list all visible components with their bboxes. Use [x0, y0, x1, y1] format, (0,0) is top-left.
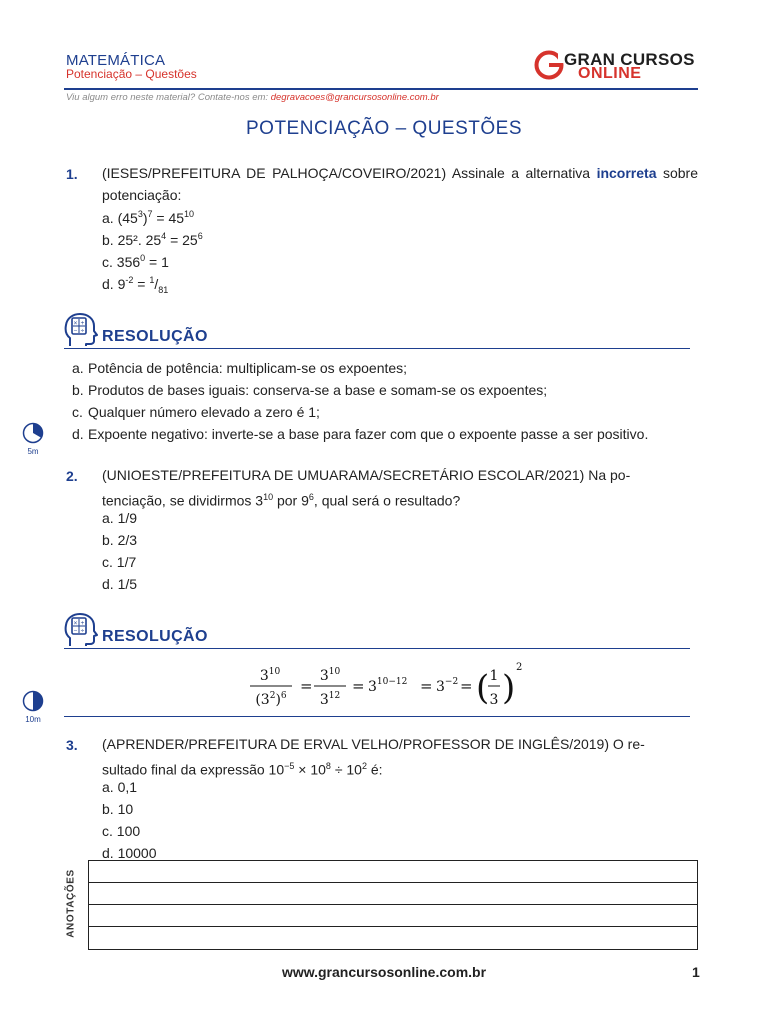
timer-10m: [22, 690, 44, 730]
formula-equals: =: [300, 677, 313, 695]
q2-option-a: [102, 510, 137, 526]
formula-frac-numerator: 1: [489, 668, 499, 684]
fraction-denominator: 81: [158, 285, 169, 295]
formula-equals: =: [460, 677, 473, 695]
svg-text:−: −: [73, 628, 78, 634]
exponent: 2: [361, 761, 367, 771]
timer-icon: [22, 422, 44, 444]
header-divider: [64, 88, 698, 90]
line-text: Expoente negativo: inverte-se a base para fazer com que o expoente passe a ser positivo.: [88, 426, 649, 442]
line-letter: b.: [72, 382, 84, 398]
line-text: Potência de potência: multiplicam-se os expoentes;: [88, 360, 408, 376]
q1-option-a: [102, 209, 194, 226]
q2-option-b: [102, 532, 137, 548]
q3-text: × 10: [294, 761, 326, 778]
svg-text:+: +: [80, 620, 85, 627]
resolution-head-icon: [64, 312, 98, 348]
option-text: 1/9: [117, 510, 138, 526]
question-1-text: [102, 162, 698, 206]
formula-frac-denominator: 3: [489, 692, 499, 708]
option-text: . 25: [137, 232, 162, 248]
option-label: a.: [102, 210, 114, 226]
notes-line: [89, 926, 697, 927]
q1-text-before: (IESES/PREFEITURA DE PALHOÇA/COVEIRO/2021) Assinale a alternativa: [102, 165, 597, 181]
question-1-number: 1.: [66, 166, 78, 182]
header-subject: MATEMÁTICA: [66, 52, 166, 69]
q3-option-c: [102, 823, 140, 839]
q1-option-c: [102, 253, 169, 270]
exponent: 8: [325, 761, 331, 771]
q3-option-d: [102, 845, 157, 861]
exponent: 6: [197, 231, 203, 241]
option-label: a.: [102, 779, 114, 795]
resolution-2-bottom-divider: [64, 716, 690, 717]
contact-prefix: Viu algum erro neste material? Contate-nos em:: [66, 92, 271, 103]
option-text: (45: [117, 210, 138, 226]
option-text: 25²: [117, 232, 138, 248]
svg-text:×: ×: [73, 320, 78, 327]
exponent: 4: [161, 231, 167, 241]
option-label: d.: [102, 845, 114, 861]
option-text: 1/5: [117, 576, 138, 592]
q3-text: sultado final da expressão 10: [102, 761, 285, 778]
logo-text-bottom: ONLINE: [578, 65, 642, 82]
option-label: c.: [102, 254, 113, 270]
exponent: 10: [184, 209, 195, 219]
resolution-head-icon: [64, 612, 98, 648]
fraction-numerator: 1: [149, 275, 155, 285]
exponent: 6: [308, 492, 314, 502]
option-text: =: [133, 276, 150, 292]
formula-term-3: $3^{10-12}$: [368, 677, 408, 695]
formula-f2-denominator: $3^{12}$: [319, 691, 341, 708]
q1-option-d: [102, 275, 168, 295]
question-3-text: [102, 733, 698, 781]
q3-text-line-1: (APRENDER/PREFEITURA DE ERVAL VELHO/PROFESSOR DE INGLÊS/2019) O re-: [102, 736, 645, 752]
option-label: c.: [102, 554, 113, 570]
question-2-number: 2.: [66, 468, 78, 484]
option-label: a.: [102, 510, 114, 526]
option-text: ): [142, 210, 148, 226]
option-label: d.: [102, 276, 114, 292]
option-text: 2/3: [117, 532, 138, 548]
formula-equals: =: [352, 677, 365, 695]
resolution-1-line-c: [72, 404, 320, 420]
question-2-text: [102, 464, 698, 512]
exponent: 7: [147, 209, 153, 219]
exponent: 0: [140, 253, 146, 263]
option-label: b.: [102, 532, 114, 548]
notes-label: [62, 870, 80, 942]
q2-text-line-2: [102, 486, 698, 512]
option-text: = 45: [152, 210, 185, 226]
formula-left-paren: (: [476, 668, 490, 708]
line-letter: d.: [72, 426, 84, 442]
option-text: 0,1: [117, 779, 138, 795]
svg-text:÷: ÷: [80, 328, 85, 334]
line-text: Qualquer número elevado a zero é 1;: [88, 404, 320, 420]
option-text: = 1: [145, 254, 169, 270]
option-text: 1/7: [116, 554, 137, 570]
resolution-1-title: RESOLUÇÃO: [102, 328, 208, 345]
timer-label: 10m: [25, 715, 41, 724]
svg-text:×: ×: [73, 620, 78, 627]
q3-option-b: [102, 801, 133, 817]
option-text: 10000: [117, 845, 157, 861]
logo-text-top: GRAN CURSOS: [564, 50, 695, 69]
notes-box[interactable]: [88, 860, 698, 950]
formula-paren-exponent: 2: [516, 662, 523, 673]
fraction-slash: /: [154, 276, 159, 292]
q2-option-c: [102, 554, 136, 570]
option-text: 356: [116, 254, 141, 270]
notes-label-text: ANOTAÇÕES: [65, 869, 77, 938]
option-label: c.: [102, 823, 113, 839]
formula-equals: =: [420, 677, 433, 695]
q2-text: por 9: [273, 492, 309, 509]
header-contact: [66, 92, 439, 103]
page-title: POTENCIAÇÃO – QUESTÕES: [246, 118, 522, 139]
line-letter: a.: [72, 360, 84, 376]
formula-term-4: $3^{-2}$: [436, 677, 459, 695]
notes-line: [89, 882, 697, 883]
resolution-2-title: RESOLUÇÃO: [102, 628, 208, 645]
exponent: -2: [125, 275, 134, 285]
q2-text: tenciação, se dividirmos 3: [102, 492, 264, 509]
svg-text:−: −: [73, 328, 78, 334]
option-label: b.: [102, 801, 114, 817]
exponent: 3: [137, 209, 143, 219]
header-topic: Potenciação – Questões: [66, 67, 197, 81]
exponent: 10: [263, 492, 274, 502]
timer-5m: [22, 422, 44, 462]
q2-text-line-1: (UNIOESTE/PREFEITURA DE UMUARAMA/SECRETÁRIO ESCOLAR/2021) Na po-: [102, 467, 631, 483]
line-letter: c.: [72, 404, 83, 420]
q2-text: , qual será o resultado?: [313, 492, 461, 509]
resolution-2-formula: [248, 658, 528, 718]
contact-email-link[interactable]: degravacoes@grancursosonline.com.br: [270, 92, 439, 103]
q1-text-bold: incorreta: [596, 165, 657, 181]
option-text: 9: [117, 276, 126, 292]
footer-url-link[interactable]: www.grancursosonline.com.br: [281, 964, 487, 980]
resolution-1-line-d: [72, 426, 648, 442]
question-3-number: 3.: [66, 737, 78, 753]
line-text: Produtos de bases iguais: conserva-se a base e somam-se os expoentes;: [88, 382, 548, 398]
q3-text: ÷ 10: [330, 761, 362, 778]
timer-icon: [22, 690, 44, 712]
page-number: 1: [692, 964, 700, 980]
formula-f2-numerator: $3^{10}$: [319, 667, 341, 684]
resolution-2-divider: [64, 648, 690, 649]
q1-text-after: sobre potenciação:: [102, 165, 698, 203]
option-label: b.: [102, 232, 114, 248]
resolution-1-divider: [64, 348, 690, 349]
formula-right-paren: ): [502, 668, 516, 708]
logo-g-icon: [534, 50, 564, 80]
option-label: d.: [102, 576, 114, 592]
exponent: −5: [284, 761, 295, 771]
brand-logo: [534, 48, 704, 84]
resolution-1-line-a: [72, 360, 407, 376]
timer-label: 5m: [27, 447, 39, 456]
svg-text:÷: ÷: [80, 628, 85, 634]
resolution-1-line-b: [72, 382, 547, 398]
option-text: 100: [116, 823, 141, 839]
formula-f1-denominator: $(3^2)^6$: [255, 691, 287, 708]
q2-option-d: [102, 576, 137, 592]
q1-option-b: [102, 231, 203, 248]
svg-text:+: +: [80, 320, 85, 327]
formula-f1-numerator: $3^{10}$: [259, 667, 281, 684]
notes-line: [89, 904, 697, 905]
q3-text-line-2: [102, 755, 698, 781]
option-text: = 25: [166, 232, 198, 248]
q3-option-a: [102, 779, 137, 795]
q3-text: é:: [367, 761, 383, 778]
option-text: 10: [117, 801, 134, 817]
